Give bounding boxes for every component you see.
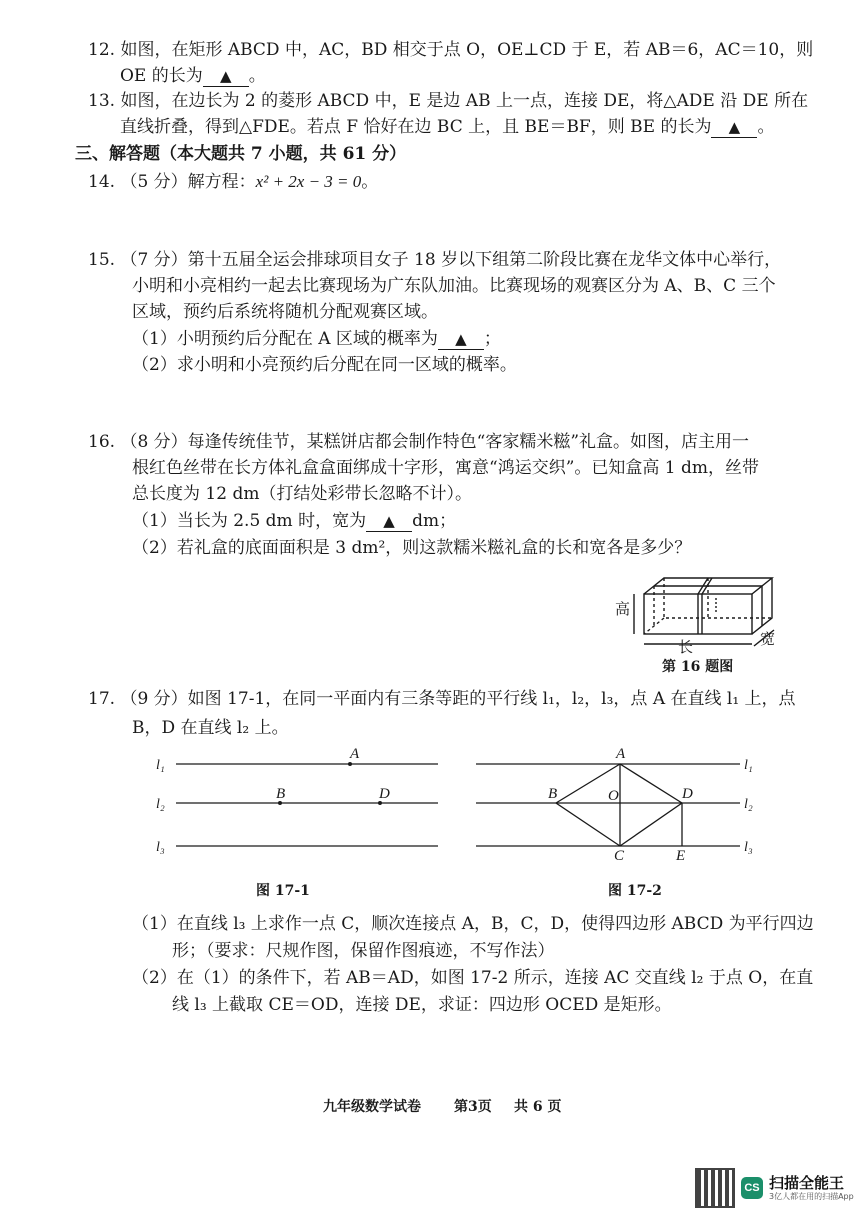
q14-equation: x² + 2x − 3 = 0	[255, 172, 362, 191]
q17-part2-line1: （2）在（1）的条件下，若 AB＝AD，如图 17-2 所示，连接 AC 交直线 l₂ 于点 O，在直	[132, 968, 814, 988]
q16-line2: 根红色丝带在长方体礼盒盒面绑成十字形，寓意“鸿运交织”。已知盒高 1 dm，丝带	[132, 458, 760, 478]
q15-line3: 区域，预约后系统将随机分配观赛区域。	[132, 302, 438, 322]
q14-prefix: 14. （5 分）解方程：	[88, 172, 256, 192]
fig1-point-d: D	[379, 786, 390, 802]
q16-line1: 16. （8 分）每逢传统佳节，某糕饼店都会制作特色“客家糯米糍”礼盒。如图，店主用一	[88, 432, 750, 452]
q17-part2-line2: 线 l₃ 上截取 CE＝OD，连接 DE，求证：四边形 OCED 是矩形。	[172, 995, 672, 1015]
q13-line1: 13. 如图，在边长为 2 的菱形 ABCD 中，E 是边 AB 上一点，连接 DE，将△ADE 沿 DE 所在	[88, 91, 809, 111]
figure-17-1-caption: 图 17-1	[256, 883, 310, 899]
box-height-label: 高	[615, 600, 631, 618]
scanner-name: 扫描全能王	[769, 1174, 845, 1192]
qr-code-icon	[695, 1168, 735, 1208]
q15-part1-text: （1）小明预约后分配在 A 区域的概率为	[132, 329, 438, 349]
scanner-brand	[769, 1174, 854, 1202]
fig2-point-b: B	[548, 786, 558, 802]
box-length-label: 长	[678, 638, 694, 656]
triangle-icon: ▲	[219, 67, 232, 85]
q14-line	[88, 170, 378, 194]
figure-17-1	[150, 742, 450, 862]
triangle-icon: ▲	[455, 330, 467, 348]
q14-suffix: 。	[361, 172, 379, 192]
gift-box-figure	[612, 572, 782, 656]
fig2-l2: l₂	[744, 797, 753, 812]
box-width-label: 宽	[760, 630, 776, 648]
fig2-point-e: E	[676, 848, 686, 864]
fig1-l3: l₃	[156, 840, 165, 855]
fig1-l2: l₂	[156, 797, 165, 812]
answer-blank	[711, 117, 757, 138]
fig1-point-a: A	[350, 746, 360, 762]
footer-total: 共 6 页	[514, 1099, 562, 1115]
scanner-slogan: 3亿人都在用的扫描App	[769, 1192, 854, 1201]
q13-line2-text: 直线折叠，得到△FDE。若点 F 恰好在边 BC 上，且 BE＝BF，则 BE 的长为	[120, 117, 712, 137]
q13-line2-end: 。	[757, 117, 775, 137]
figure-17-2-caption: 图 17-2	[608, 883, 662, 899]
q12-line2-end: 。	[248, 66, 266, 86]
q12-line1: 12. 如图，在矩形 ABCD 中，AC，BD 相交于点 O，OE⊥CD 于 E，若 AB＝6，AC＝10，则	[88, 40, 814, 60]
q16-line3: 总长度为 12 dm（打结处彩带长忽略不计）。	[132, 484, 472, 504]
q17-line1: 17. （9 分）如图 17-1，在同一平面内有三条等距的平行线 l₁，l₂，l₃，点 A 在直线 l₁ 上，点	[88, 689, 796, 709]
q17-line2: B，D 在直线 l₂ 上。	[132, 718, 289, 738]
fig2-point-d: D	[682, 786, 693, 802]
q13-line2	[120, 115, 774, 139]
figure-16-caption: 第 16 题图	[662, 659, 734, 675]
q15-line2: 小明和小亮相约一起去比赛现场为广东队加油。比赛现场的观赛区分为 A、B、C 三个	[132, 276, 776, 296]
q16-part2: （2）若礼盒的底面面积是 3 dm²，则这款糯米糍礼盒的长和宽各是多少？	[132, 538, 692, 558]
answer-blank	[438, 329, 484, 350]
q15-part2: （2）求小明和小亮预约后分配在同一区域的概率。	[132, 355, 517, 375]
fig1-l1: l₁	[156, 758, 165, 773]
section-heading: 三、解答题（本大题共 7 小题，共 61 分）	[75, 144, 407, 164]
fig2-point-c: C	[614, 848, 625, 864]
fig2-l3: l₃	[744, 840, 753, 855]
figure-17-2	[470, 742, 770, 867]
q15-line1: 15. （7 分）第十五届全运会排球项目女子 18 岁以下组第二阶段比赛在龙华文体中心举行，	[88, 250, 782, 270]
q15-part1	[132, 327, 501, 351]
fig2-point-a: A	[616, 746, 626, 762]
fig1-point-b: B	[276, 786, 286, 802]
q17-part1-line1: （1）在直线 l₃ 上求作一点 C，顺次连接点 A，B，C，D，使得四边形 ABCD 为平行四边	[132, 914, 814, 934]
q12-line2	[120, 64, 266, 88]
q16-part1-text: （1）当长为 2.5 dm 时，宽为	[132, 511, 367, 531]
q16-part1	[132, 509, 456, 533]
scanner-watermark	[695, 1168, 854, 1208]
fig2-l1: l₁	[744, 758, 753, 773]
q12-line2-text: OE 的长为	[120, 66, 203, 86]
q17-part1-line2: 形；（要求：尺规作图，保留作图痕迹，不写作法）	[172, 941, 555, 961]
answer-blank	[366, 511, 412, 532]
triangle-icon: ▲	[383, 512, 395, 530]
footer-page: 第3页	[454, 1099, 492, 1115]
q15-part1-end: ；	[483, 329, 501, 349]
camscanner-logo-icon: CS	[741, 1177, 763, 1199]
q16-part1-end: dm；	[412, 511, 457, 531]
fig2-point-o: O	[608, 788, 619, 804]
triangle-icon: ▲	[728, 118, 741, 136]
answer-blank	[203, 66, 249, 87]
footer-subject: 九年级数学试卷	[323, 1099, 421, 1115]
